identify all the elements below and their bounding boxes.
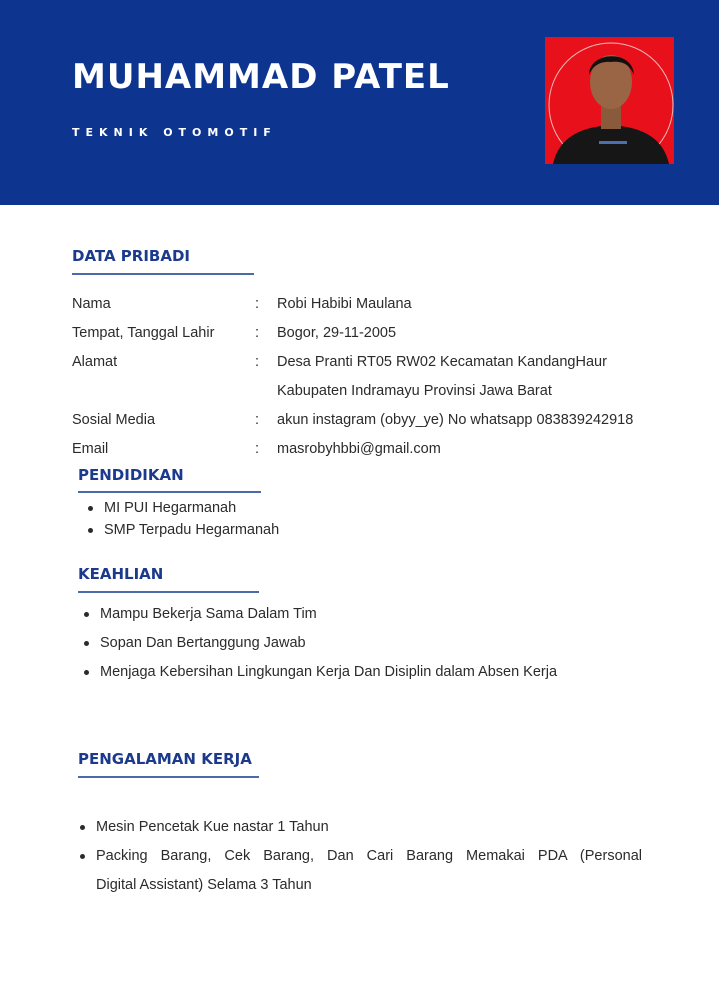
section-divider [78, 491, 261, 493]
info-label: Sosial Media [72, 412, 156, 428]
list-item-continuation: Digital Assistant) Selama 3 Tahun [96, 877, 312, 893]
section-title-keahlian: KEAHLIAN [78, 565, 164, 583]
info-value: Robi Habibi Maulana [277, 296, 412, 312]
header-banner [0, 0, 719, 205]
info-value: Bogor, 29-11-2005 [277, 325, 397, 341]
info-value-continuation: Kabupaten Indramayu Provinsi Jawa Barat [277, 383, 552, 399]
info-label: Email [72, 441, 109, 457]
info-label: Nama [72, 296, 111, 312]
info-value: akun instagram (obyy_ye) No whatsapp 083839242918 [277, 412, 634, 428]
section-title-pengalaman-kerja: PENGALAMAN KERJA [78, 750, 252, 768]
list-item: Packing Barang, Cek Barang, Dan Cari Barang Memakai PDA (Personal [96, 848, 642, 864]
section-divider [78, 591, 259, 593]
bullet-icon [80, 825, 85, 830]
section-title-pendidikan: PENDIDIKAN [78, 466, 184, 484]
job-title: TEKNIK OTOMOTIF [72, 126, 277, 139]
section-divider [78, 776, 259, 778]
bullet-icon [84, 612, 89, 617]
info-separator: : [255, 441, 260, 457]
person-portrait-icon [545, 37, 674, 164]
info-separator: : [255, 325, 260, 341]
bullet-icon [88, 506, 93, 511]
section-divider [72, 273, 254, 275]
info-separator: : [255, 296, 260, 312]
full-name: MUHAMMAD PATEL [72, 57, 450, 97]
info-value: masrobyhbbi@gmail.com [277, 441, 441, 457]
bullet-icon [80, 854, 85, 859]
bullet-icon [88, 528, 93, 533]
info-label: Alamat [72, 354, 118, 370]
info-value: Desa Pranti RT05 RW02 Kecamatan KandangHaur [277, 354, 607, 370]
info-separator: : [255, 354, 260, 370]
section-title-data-pribadi: DATA PRIBADI [72, 247, 190, 265]
info-label: Tempat, Tanggal Lahir [72, 325, 215, 341]
profile-photo [545, 37, 674, 164]
info-separator: : [255, 412, 260, 428]
bullet-icon [84, 670, 89, 675]
bullet-icon [84, 641, 89, 646]
